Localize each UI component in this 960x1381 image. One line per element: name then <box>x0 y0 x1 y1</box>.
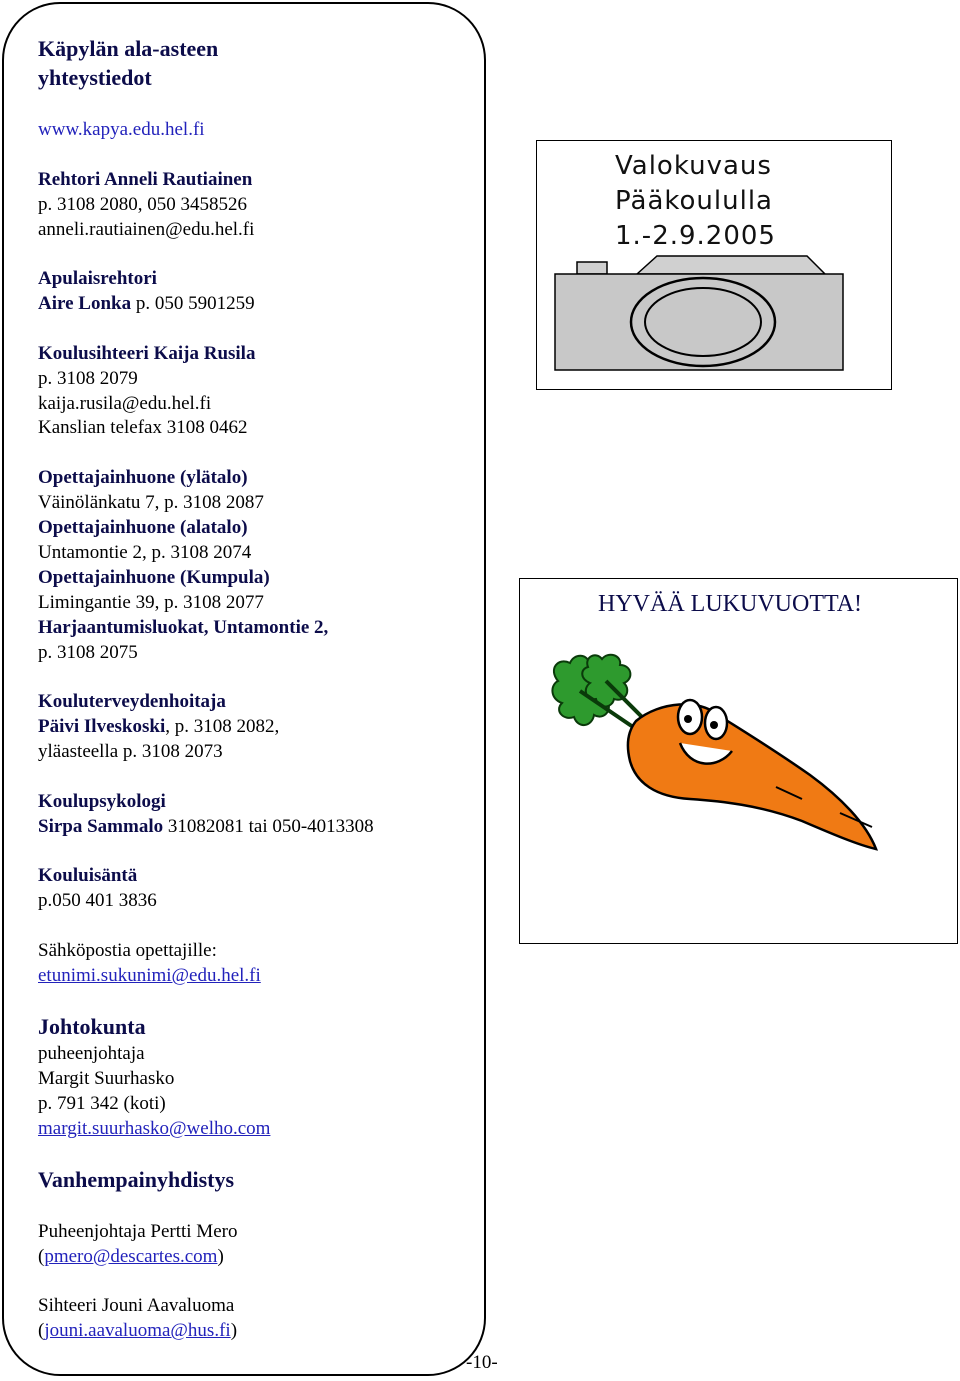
camera-icon <box>553 253 847 373</box>
psychologist-line <box>38 814 374 839</box>
photo-notice-line3: 1.-2.9.2005 <box>615 221 776 251</box>
school-title-line1: Käpylän ala-asteen <box>38 36 219 61</box>
secretary-email: kaija.rusila@edu.hel.fi <box>38 393 212 414</box>
photo-notice-text <box>615 149 776 254</box>
principal-phone: p. 3108 2080, 050 3458526 <box>38 194 247 215</box>
janitor-heading: Kouluisäntä <box>38 865 138 886</box>
psychologist-phone: 31082081 tai 050-4013308 <box>163 816 374 837</box>
photo-notice-line1: Valokuvaus <box>615 151 772 181</box>
training-classes-heading: Harjaantumisluokat, Untamontie 2, <box>38 617 329 638</box>
nurse-phone-secondary: yläasteella p. 3108 2073 <box>38 741 223 762</box>
office-fax: Kanslian telefax 3108 0462 <box>38 417 248 438</box>
staffroom-lower-address: Untamontie 2, p. 3108 2074 <box>38 542 252 563</box>
vice-principal-phone: p. 050 5901259 <box>131 293 255 314</box>
vice-principal-line <box>38 291 255 316</box>
staffroom-kumpula-heading: Opettajainhuone (Kumpula) <box>38 567 270 588</box>
parents-association-heading: Vanhempainyhdistys <box>38 1167 235 1192</box>
secretary-heading: Koulusihteeri Kaija Rusila <box>38 343 256 364</box>
principal-email: anneli.rautiainen@edu.hel.fi <box>38 219 255 240</box>
board-email-link[interactable]: margit.suurhasko@welho.com <box>38 1118 271 1139</box>
paren-open: ( <box>38 1246 45 1267</box>
psychologist-heading: Koulupsykologi <box>38 791 166 812</box>
parents-chair-email-line <box>38 1244 224 1269</box>
janitor-phone: p.050 401 3836 <box>38 890 157 911</box>
greeting-text: HYVÄÄ LUKUVUOTTA! <box>598 591 863 617</box>
paren-close: ) <box>217 1246 224 1267</box>
board-role: puheenjohtaja <box>38 1043 145 1064</box>
page-number: -10- <box>466 1352 498 1373</box>
teacher-email-link[interactable]: etunimi.sukunimi@edu.hel.fi <box>38 965 261 986</box>
vice-principal-heading: Apulaisrehtori <box>38 268 157 289</box>
website-link[interactable]: www.kapya.edu.hel.fi <box>38 119 205 140</box>
staffroom-upper-heading: Opettajainhuone (ylätalo) <box>38 467 248 488</box>
parents-secretary: Sihteeri Jouni Aavaluoma <box>38 1295 235 1316</box>
board-name: Margit Suurhasko <box>38 1068 175 1089</box>
nurse-phone: , p. 3108 2082, <box>165 716 280 737</box>
staffroom-upper-address: Väinölänkatu 7, p. 3108 2087 <box>38 492 264 513</box>
parents-secretary-email-link[interactable]: jouni.aavaluoma@hus.fi <box>44 1320 231 1341</box>
staffroom-kumpula-address: Limingantie 39, p. 3108 2077 <box>38 592 264 613</box>
photo-notice-line2: Pääkoululla <box>615 186 773 216</box>
photo-day-notice <box>536 140 892 390</box>
parents-secretary-email-line <box>38 1318 237 1343</box>
vice-principal-name: Aire Lonka <box>38 293 132 314</box>
teacher-email-label: Sähköpostia opettajille: <box>38 940 217 961</box>
carrot-icon <box>540 651 890 887</box>
staffroom-lower-heading: Opettajainhuone (alatalo) <box>38 517 248 538</box>
board-phone: p. 791 342 (koti) <box>38 1093 166 1114</box>
psychologist-name: Sirpa Sammalo <box>38 816 164 837</box>
secretary-phone: p. 3108 2079 <box>38 368 138 389</box>
training-classes-phone: p. 3108 2075 <box>38 642 138 663</box>
nurse-name: Päivi Ilveskoski <box>38 716 166 737</box>
nurse-line <box>38 714 279 739</box>
greeting-box <box>519 578 958 944</box>
paren-open: ( <box>38 1320 45 1341</box>
school-title-line2: yhteystiedot <box>38 65 152 90</box>
parents-chair-email-link[interactable]: pmero@descartes.com <box>44 1246 218 1267</box>
paren-close: ) <box>230 1320 238 1341</box>
board-heading: Johtokunta <box>38 1014 146 1039</box>
nurse-heading: Kouluterveydenhoitaja <box>38 691 226 712</box>
principal-heading: Rehtori Anneli Rautiainen <box>38 169 253 190</box>
parents-chair: Puheenjohtaja Pertti Mero <box>38 1221 238 1242</box>
